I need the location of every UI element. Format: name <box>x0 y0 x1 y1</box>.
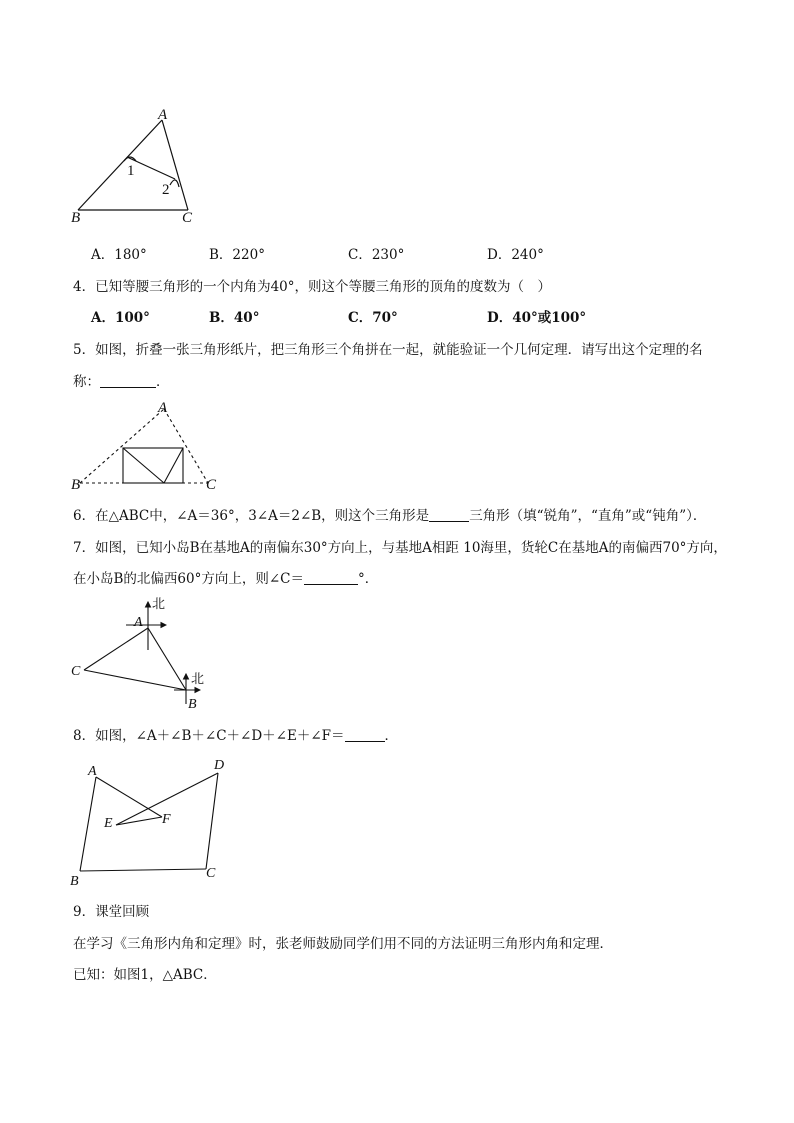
q7-question-line1: 7．如图，已知小岛B在基地A的南偏东30°方向上，与基地A相距 10海里，货轮C在基地A的南偏西70°方向， <box>73 540 727 556</box>
q5-suffix: ． <box>156 374 170 390</box>
q8-suffix: ． <box>384 728 399 744</box>
q3-label-a: A <box>158 107 168 123</box>
q8-label-b: B <box>70 874 79 889</box>
q4-option-b[interactable]: B．40° <box>209 310 260 326</box>
q3-label-b: B <box>71 210 81 226</box>
q3-option-b[interactable]: B．220° <box>209 247 265 263</box>
q6-suffix: 三角形（填“锐角”，“直角”或“钝角”）． <box>469 508 707 524</box>
q8-label-f: F <box>162 812 171 827</box>
q7-side-cb <box>84 670 186 690</box>
q8-answer-blank[interactable] <box>345 727 385 742</box>
q5-question-line1: 5．如图，折叠一张三角形纸片，把三角形三个角拼在一起，就能验证一个几何定理．请写出这个定理的名 <box>73 342 703 358</box>
q7-side-ac <box>84 628 148 670</box>
q4-option-c[interactable]: C．70° <box>348 310 398 326</box>
q8-question <box>73 727 398 745</box>
q8-side-cd <box>206 773 218 869</box>
q7-label-c: C <box>71 664 81 679</box>
q7-label-north1: 北 <box>152 596 166 611</box>
q8-side-bc <box>80 869 206 871</box>
q5-answer-blank[interactable] <box>100 373 156 388</box>
q3-side-ba <box>78 120 162 210</box>
q3-label-c: C <box>182 210 193 226</box>
q7-suffix: °． <box>358 571 379 587</box>
q5-label-a: A <box>158 400 168 416</box>
q5-label-b: B <box>71 477 81 493</box>
q5-figure <box>66 395 226 495</box>
q9-title: 9．课堂回顾 <box>73 904 150 920</box>
q6-answer-blank[interactable] <box>429 507 469 522</box>
q8-side-ab <box>80 777 96 871</box>
q9-line2: 已知：如图1，△ABC． <box>73 967 217 983</box>
q3-label-1: 1 <box>127 163 135 179</box>
q3-option-a[interactable]: A．180° <box>91 247 147 263</box>
q6-prefix: 6．在△ABC中，∠A＝36°，3∠A＝2∠B，则这个三角形是 <box>73 508 430 524</box>
q7-label-b: B <box>188 697 197 712</box>
q4-option-a[interactable]: A．100° <box>91 310 150 326</box>
q7-side-ab <box>148 628 186 690</box>
q5-fold-line1 <box>123 448 164 483</box>
q8-prefix: 8．如图，∠A＋∠B＋∠C＋∠D＋∠E＋∠F＝ <box>73 728 345 744</box>
q7-answer-blank[interactable] <box>304 570 358 585</box>
q8-label-c: C <box>206 866 216 881</box>
q7-figure <box>66 592 226 722</box>
q4-option-d[interactable]: D．40°或100° <box>487 310 587 326</box>
q5-prefix: 称： <box>73 374 100 390</box>
q8-line-af <box>96 777 162 817</box>
q3-option-c[interactable]: C．230° <box>348 247 405 263</box>
q8-label-e: E <box>104 816 113 831</box>
q5-fold-line2 <box>164 448 183 483</box>
q7-label-a: A <box>134 615 143 630</box>
q8-label-d: D <box>214 758 225 773</box>
q7-question-line2 <box>73 570 378 588</box>
q3-figure <box>66 100 206 235</box>
q3-angle2-arc <box>170 180 179 187</box>
q9-line1: 在学习《三角形内角和定理》时，张老师鼓励同学们用不同的方法证明三角形内角和定理． <box>73 936 613 952</box>
q5-label-c: C <box>206 477 217 493</box>
q5-question-line2 <box>73 373 170 391</box>
q3-option-d[interactable]: D．240° <box>487 247 544 263</box>
q8-figure <box>66 755 246 890</box>
q6-question <box>73 507 706 525</box>
q7-prefix: 在小岛B的北偏西60°方向上，则∠C＝ <box>73 571 304 587</box>
q4-question: 4．已知等腰三角形的一个内角为40°，则这个等腰三角形的顶角的度数为（ ） <box>73 279 552 295</box>
q7-label-north2: 北 <box>191 671 205 686</box>
q8-label-a: A <box>88 764 97 779</box>
q3-label-2: 2 <box>162 182 170 198</box>
